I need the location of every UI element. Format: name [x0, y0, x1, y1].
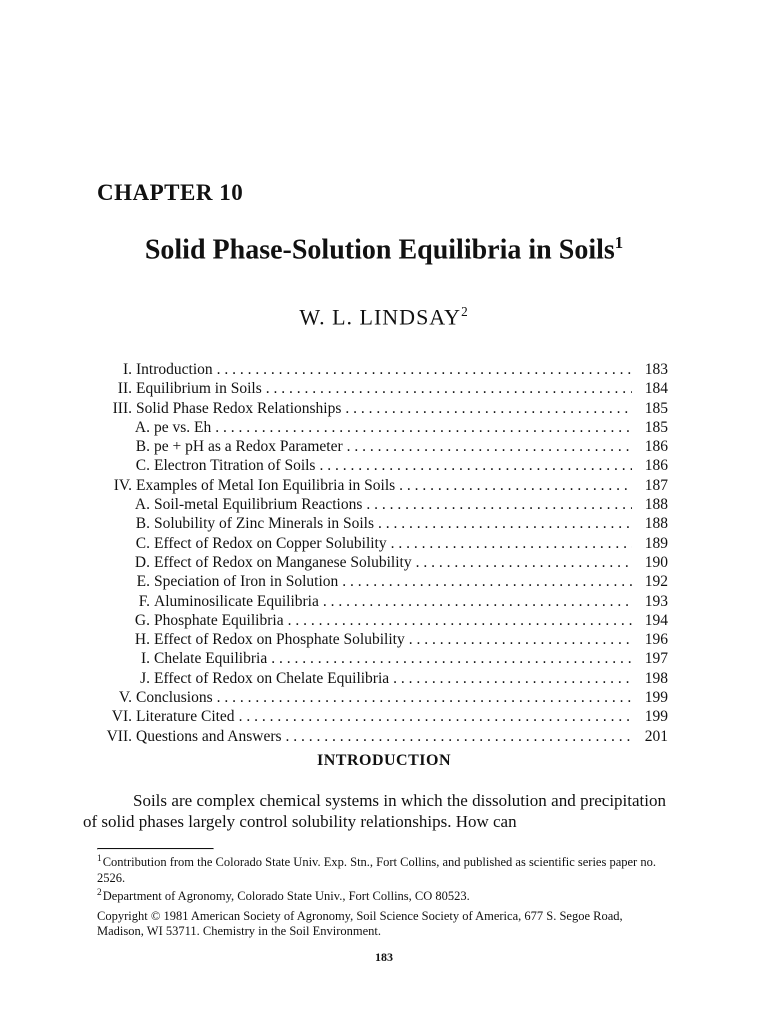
toc-entry-page: 189 — [644, 534, 668, 552]
toc-entry-number: A. — [134, 496, 150, 514]
toc-entry-label: Chelate Equilibria — [154, 650, 268, 668]
toc-entry-label: Effect of Redox on Copper Solubility — [154, 534, 387, 552]
toc-dot-leader — [288, 611, 632, 630]
toc-entry-page: 190 — [644, 553, 668, 571]
toc-entry — [80, 611, 668, 630]
toc-entry-number: D. — [134, 553, 150, 571]
toc-entry-number: C. — [135, 457, 150, 475]
author-name — [0, 304, 768, 330]
toc-dot-leader — [323, 592, 632, 611]
toc-entry — [80, 688, 668, 707]
footnote-1-text: Contribution from the Colorado State Univ. Exp. Stn., Fort Collins, and published as scientific series paper no. 2526. — [97, 855, 656, 885]
footnote-2-marker: 2 — [97, 888, 102, 899]
toc-entry-number: J. — [140, 669, 150, 687]
toc-entry-label: pe vs. Eh — [154, 418, 212, 436]
toc-entry-page: 184 — [644, 380, 668, 398]
toc-entry-number: III. — [112, 399, 132, 417]
toc-dot-leader — [347, 437, 632, 456]
toc-entry-page: 188 — [644, 515, 668, 533]
toc-entry-page: 193 — [644, 592, 668, 610]
toc-entry-label: Electron Titration of Soils — [154, 457, 316, 475]
toc-dot-leader — [393, 669, 632, 688]
toc-entry-page: 186 — [644, 457, 668, 475]
chapter-label: CHAPTER 10 — [97, 180, 244, 205]
toc-dot-leader — [342, 572, 632, 591]
toc-entry — [80, 456, 668, 475]
toc-dot-leader — [409, 630, 632, 649]
toc-entry — [80, 495, 668, 514]
toc-entry-label: Effect of Redox on Manganese Solubility — [154, 553, 412, 571]
toc-dot-leader — [266, 379, 632, 398]
toc-entry — [80, 476, 668, 495]
toc-entry-number: B. — [135, 438, 150, 456]
toc-entry-number: II. — [117, 380, 132, 398]
toc-entry-number: E. — [136, 573, 150, 591]
toc-entry-label: Examples of Metal Ion Equilibria in Soils — [136, 476, 396, 494]
page-number: 183 — [375, 950, 393, 964]
toc-entry — [80, 707, 668, 726]
footnote-2-text: Department of Agronomy, Colorado State Univ., Fort Collins, CO 80523. — [102, 889, 470, 904]
toc-entry-label: Introduction — [136, 361, 213, 378]
toc-entry-label: pe + pH as a Redox Parameter — [154, 438, 343, 456]
toc-entry-page: 192 — [644, 573, 668, 591]
copyright-notice: Copyright © 1981 American Society of Agronomy, Soil Science Society of America, 677 S. Segoe Road, Madison, WI 53711. Chemistry in the Soil Environment. — [97, 908, 623, 939]
toc-entry — [80, 630, 668, 649]
footnotes — [97, 852, 669, 940]
toc-entry-page: 196 — [644, 631, 668, 649]
toc-entry-label: Solubility of Zinc Minerals in Soils — [154, 515, 375, 533]
toc-entry-label: Questions and Answers — [136, 727, 282, 745]
toc-entry — [80, 592, 668, 611]
chapter-title — [0, 233, 768, 266]
toc-entry-number: VII. — [106, 727, 132, 745]
toc-dot-leader — [239, 707, 632, 726]
footnote-divider — [97, 848, 214, 850]
toc-entry — [80, 669, 668, 688]
footnote-1 — [97, 852, 669, 886]
toc-entry — [80, 727, 668, 746]
toc-entry-number: VI. — [111, 708, 132, 726]
toc-dot-leader — [271, 649, 632, 668]
toc-entry-label: Solid Phase Redox Relationships — [136, 399, 342, 417]
author-footnote-marker: 2 — [461, 304, 469, 319]
toc-entry — [80, 534, 668, 553]
toc-entry — [80, 553, 668, 572]
section-heading-introduction: INTRODUCTION — [316, 752, 451, 769]
toc-entry — [80, 514, 668, 533]
toc-entry — [80, 437, 668, 456]
toc-entry-number: B. — [135, 515, 150, 533]
toc-entry-label: Conclusions — [136, 689, 213, 707]
toc-entry-page: 187 — [644, 476, 668, 494]
toc-entry-page: 186 — [644, 438, 668, 456]
toc-entry-number: I. — [122, 361, 132, 378]
toc-entry-page: 183 — [644, 361, 668, 378]
toc-entry — [80, 649, 668, 668]
toc-dot-leader — [399, 476, 632, 495]
toc-dot-leader — [215, 418, 632, 437]
title-footnote-marker: 1 — [614, 233, 624, 252]
toc-entry — [80, 360, 668, 379]
toc-entry-page: 185 — [644, 418, 668, 436]
toc-entry — [80, 418, 668, 437]
table-of-contents — [80, 360, 668, 746]
toc-dot-leader — [378, 514, 632, 533]
toc-dot-leader — [345, 399, 632, 418]
toc-entry-label: Equilibrium in Soils — [136, 380, 262, 398]
intro-paragraph: Soils are complex chemical systems in which the dissolution and precipitation of solid phases largely control solubility relationships. How can — [83, 791, 666, 831]
toc-dot-leader — [391, 534, 632, 553]
toc-entry-number: A. — [134, 418, 150, 436]
toc-entry-label: Literature Cited — [136, 708, 235, 726]
toc-entry — [80, 399, 668, 418]
toc-dot-leader — [416, 553, 632, 572]
toc-dot-leader — [366, 495, 632, 514]
toc-entry-page: 185 — [644, 399, 668, 417]
toc-dot-leader — [286, 727, 632, 746]
toc-entry-page: 197 — [644, 650, 668, 668]
toc-entry-number: G. — [134, 611, 150, 629]
toc-entry-label: Phosphate Equilibria — [154, 611, 284, 629]
toc-entry-number: C. — [135, 534, 150, 552]
toc-entry-page: 201 — [644, 727, 668, 745]
toc-entry-number: I. — [140, 650, 150, 668]
toc-entry — [80, 572, 668, 591]
toc-entry-page: 198 — [644, 669, 668, 687]
toc-entry-number: H. — [134, 631, 150, 649]
toc-entry-label: Effect of Redox on Chelate Equilibria — [154, 669, 390, 687]
chapter-title-text: Solid Phase-Solution Equilibria in Soils — [144, 234, 615, 266]
toc-entry — [80, 379, 668, 398]
toc-entry-label: Aluminosilicate Equilibria — [154, 592, 319, 610]
toc-entry-page: 199 — [644, 689, 668, 707]
toc-entry-label: Effect of Redox on Phosphate Solubility — [154, 631, 405, 649]
toc-entry-label: Speciation of Iron in Solution — [154, 573, 339, 591]
footnote-1-marker: 1 — [97, 854, 102, 864]
toc-dot-leader — [319, 456, 632, 475]
footnote-2 — [97, 886, 669, 905]
toc-entry-page: 194 — [644, 611, 668, 629]
author-name-text: W. L. LINDSAY — [299, 304, 462, 330]
toc-dot-leader — [217, 360, 632, 379]
toc-dot-leader — [217, 688, 632, 707]
toc-entry-page: 188 — [644, 496, 668, 514]
toc-entry-page: 199 — [644, 708, 668, 726]
toc-entry-number: V. — [118, 689, 132, 707]
toc-entry-number: F. — [138, 592, 150, 610]
toc-entry-number: IV. — [113, 476, 132, 494]
toc-entry-label: Soil-metal Equilibrium Reactions — [154, 496, 363, 514]
